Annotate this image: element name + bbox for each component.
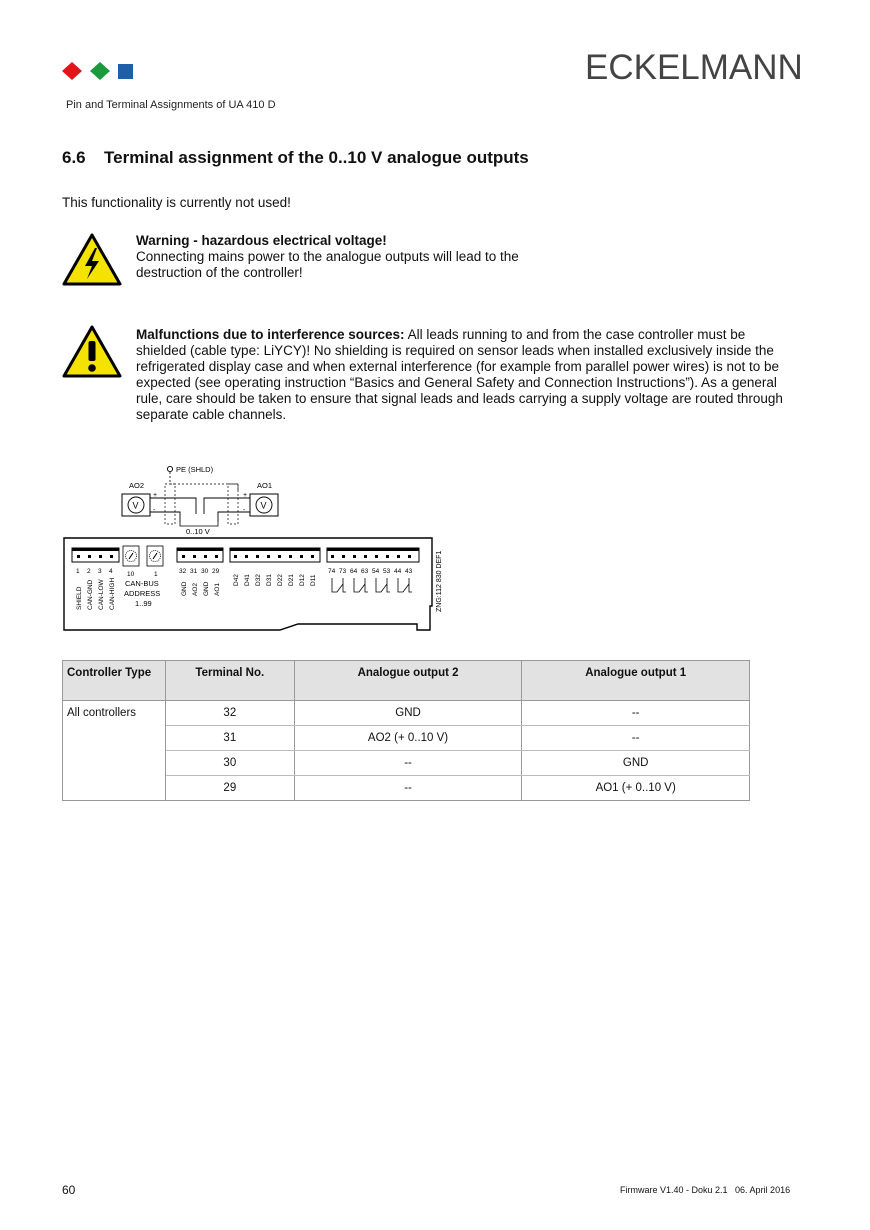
ao2-voltmeter: V (132, 500, 139, 511)
cell-output-1: -- (522, 701, 750, 726)
intro-text: This functionality is currently not used! (62, 195, 291, 210)
drawing-id: ZNG:112 830 DEF1 (436, 550, 443, 612)
cell-terminal: 32 (165, 701, 294, 726)
d-label-d21: D21 (288, 574, 295, 586)
page-number: 60 (62, 1183, 76, 1197)
relay-terminal-44: 44 (394, 568, 402, 575)
ao-label-ao2: AO2 (192, 582, 199, 596)
cell-output-2: AO2 (+ 0..10 V) (294, 726, 522, 751)
ao1-plus: + (243, 492, 248, 499)
electrical-hazard-icon (62, 233, 122, 287)
ao2-minus: - (153, 507, 156, 514)
relay-terminal-54: 54 (372, 568, 380, 575)
can-label-gnd: CAN-GND (87, 579, 94, 610)
dial-label-1: 1 (154, 571, 158, 578)
cell-output-1: -- (522, 726, 750, 751)
ao2-plus: + (153, 492, 158, 499)
d-label-d12: D12 (299, 574, 306, 586)
relay-terminal-74: 74 (328, 568, 336, 575)
can-terminal-1: 1 (76, 568, 80, 575)
logo-blue-square (118, 64, 133, 79)
warning-interference (136, 327, 796, 423)
ao-terminal-29: 29 (212, 568, 220, 575)
table-row (63, 776, 750, 801)
pe-label: PE (SHLD) (176, 465, 214, 474)
warning-body: Connecting mains power to the analogue outputs will lead to the destruction of the controller! (136, 249, 519, 280)
relay-terminal-73: 73 (339, 568, 347, 575)
table-row (63, 751, 750, 776)
cell-terminal: 30 (165, 751, 294, 776)
d-label-d41: D41 (244, 574, 251, 586)
ao-label-gnd-32: GND (181, 581, 188, 596)
range-label: 0..10 V (186, 527, 210, 536)
can-terminal-4: 4 (109, 568, 113, 575)
ao2-label: AO2 (129, 481, 145, 490)
warning-title: Warning - hazardous electrical voltage! (136, 233, 387, 248)
cell-output-2: -- (294, 751, 522, 776)
pe-terminal (167, 466, 172, 471)
warning-hazardous-voltage (136, 233, 536, 281)
warning-title: Malfunctions due to interference sources: (136, 327, 405, 342)
d-label-d31: D31 (266, 574, 273, 586)
cell-output-1: GND (522, 751, 750, 776)
relay-terminal-53: 53 (383, 568, 391, 575)
can-label-low: CAN-LOW (98, 579, 105, 610)
ao1-label: AO1 (257, 481, 273, 490)
can-terminal-3: 3 (98, 568, 102, 575)
d-label-d22: D22 (277, 574, 284, 586)
d-label-d11: D11 (310, 574, 317, 586)
header-analogue-output-2: Analogue output 2 (294, 661, 522, 701)
ao1-minus: - (243, 507, 246, 514)
relay-terminal-63: 63 (361, 568, 369, 575)
warning-body: All leads running to and from the case controller must be shielded (cable type: LiYCY)! No shielding is required on sensor leads when installed exclusively inside the refrigerated display case and when external interference (for example from parallel power wires) is not to be expected (see operating instruction “Basics and General Safety and Connection Instructions”). As a general rule, care should be taken to ensure that signal leads and leads carrying a supply voltage are routed through separate cable channels. (136, 327, 783, 422)
section-number: 6.6 (62, 148, 86, 167)
address-range: 1..99 (135, 599, 152, 608)
dial-label-10: 10 (127, 571, 135, 578)
terminal-wiring-diagram (62, 462, 452, 638)
section-heading (62, 148, 529, 168)
ao-label-gnd-30: GND (203, 581, 210, 596)
section-title: Terminal assignment of the 0..10 V analogue outputs (104, 148, 529, 167)
cell-output-2: GND (294, 701, 522, 726)
d-label-d32: D32 (255, 574, 262, 586)
ao-terminal-31: 31 (190, 568, 198, 575)
cell-controller-type: All controllers (63, 701, 166, 801)
can-bus-label: CAN-BUS (125, 579, 159, 588)
relay-terminal-43: 43 (405, 568, 413, 575)
can-label-shield: SHIELD (76, 586, 83, 610)
table-row (63, 701, 750, 726)
address-label: ADDRESS (124, 589, 161, 598)
general-warning-icon (62, 325, 122, 379)
header-controller-type: Controller Type (63, 661, 166, 701)
ao-label-ao1: AO1 (214, 582, 221, 596)
relay-terminal-64: 64 (350, 568, 358, 575)
page-subtitle: Pin and Terminal Assignments of UA 410 D (66, 99, 276, 111)
cell-output-1: AO1 (+ 0..10 V) (522, 776, 750, 801)
relay-contacts (332, 578, 412, 592)
can-label-high: CAN-HIGH (109, 577, 116, 610)
brand-name: ECKELMANN (585, 48, 803, 87)
table-row (63, 726, 750, 751)
table-header-row (63, 661, 750, 701)
terminal-assignment-table (62, 660, 750, 801)
header-analogue-output-1: Analogue output 1 (522, 661, 750, 701)
cell-terminal: 31 (165, 726, 294, 751)
logo-red-diamond (62, 62, 82, 80)
ao-terminal-30: 30 (201, 568, 209, 575)
header-terminal-no: Terminal No. (165, 661, 294, 701)
cell-terminal: 29 (165, 776, 294, 801)
logo-green-diamond (90, 62, 110, 80)
ao1-voltmeter: V (260, 500, 267, 511)
ao-terminal-32: 32 (179, 568, 187, 575)
cell-output-2: -- (294, 776, 522, 801)
can-terminal-2: 2 (87, 568, 91, 575)
d-label-d42: D42 (233, 574, 240, 586)
eckelmann-logo (62, 58, 136, 84)
footer-version: Firmware V1.40 - Doku 2.1 06. April 2016 (620, 1185, 791, 1195)
